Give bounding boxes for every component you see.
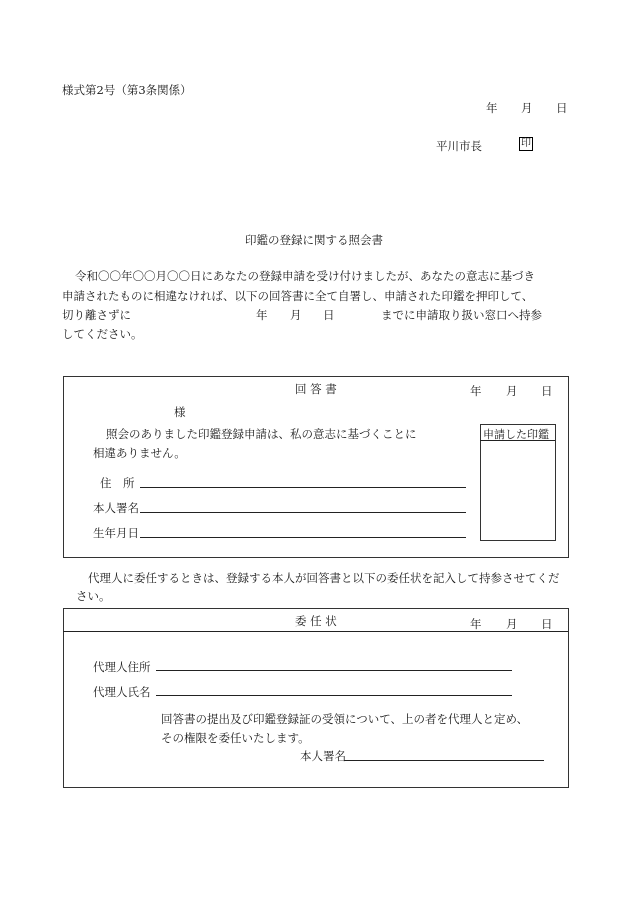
answer-text-1: 照会のありました印鑑登録申請は、私の意志に基づくことに xyxy=(106,427,417,441)
letter-title: 印鑑の登録に関する照会書 xyxy=(245,233,383,247)
answer-date-day: 日 xyxy=(541,384,553,398)
letter-line-3-month: 月 xyxy=(290,308,302,322)
addressee-suffix: 様 xyxy=(174,405,186,419)
delegation-signature-input-line[interactable] xyxy=(344,760,544,761)
delegation-date-year: 年 xyxy=(470,617,482,631)
proxy-note-line-2: さい。 xyxy=(76,589,111,603)
answer-text-2: 相違ありません。 xyxy=(93,446,186,460)
seal-mark: 印 xyxy=(521,138,531,149)
agent-address-label: 代理人住所 xyxy=(93,660,151,674)
delegation-header-divider xyxy=(63,631,568,632)
date-day: 日 xyxy=(556,101,568,115)
address-label: 住 所 xyxy=(100,476,135,490)
letter-line-1: 令和〇〇年〇〇月〇〇日にあなたの登録申請を受け付けましたが、あなたの意志に基づき xyxy=(75,269,535,283)
seal-box-title: 申請した印鑑 xyxy=(483,428,549,441)
letter-line-3-day: 日 xyxy=(323,308,335,322)
delegation-text-2: その権限を委任いたします。 xyxy=(161,731,310,745)
letter-line-3a: 切り離さずに xyxy=(62,308,131,322)
address-input-line[interactable] xyxy=(140,487,466,488)
delegation-text-1: 回答書の提出及び印鑑登録証の受領について、上の者を代理人と定め、 xyxy=(161,712,529,726)
letter-line-3b: までに申請取り扱い窓口へ持参 xyxy=(381,308,542,322)
agent-address-input-line[interactable] xyxy=(156,670,512,671)
issuer-name: 平川市長 xyxy=(436,139,482,153)
delegation-signature-label: 本人署名 xyxy=(300,749,346,763)
birthdate-label: 生年月日 xyxy=(93,526,139,540)
date-month: 月 xyxy=(521,101,533,115)
letter-line-2: 申請されたものに相違なければ、以下の回答書に全て自署し、申請された印鑑を押印して、 xyxy=(62,289,534,303)
date-year: 年 xyxy=(486,101,498,115)
signature-input-line[interactable] xyxy=(140,512,466,513)
agent-name-input-line[interactable] xyxy=(156,695,512,696)
delegation-date-day: 日 xyxy=(541,617,553,631)
agent-name-label: 代理人氏名 xyxy=(93,685,151,699)
form-number: 様式第2号（第3条関係） xyxy=(62,83,192,97)
proxy-note-line-1: 代理人に委任するときは、登録する本人が回答書と以下の委任状を記入して持参させてくだ xyxy=(88,571,560,585)
letter-line-3-year: 年 xyxy=(256,308,268,322)
answer-date-month: 月 xyxy=(506,384,518,398)
letter-line-4: してください。 xyxy=(62,327,143,341)
answer-date-year: 年 xyxy=(470,384,482,398)
answer-title: 回 答 書 xyxy=(295,382,337,396)
birthdate-input-line[interactable] xyxy=(140,537,466,538)
delegation-title: 委 任 状 xyxy=(295,614,337,628)
delegation-date-month: 月 xyxy=(506,617,518,631)
signature-label: 本人署名 xyxy=(93,501,139,515)
